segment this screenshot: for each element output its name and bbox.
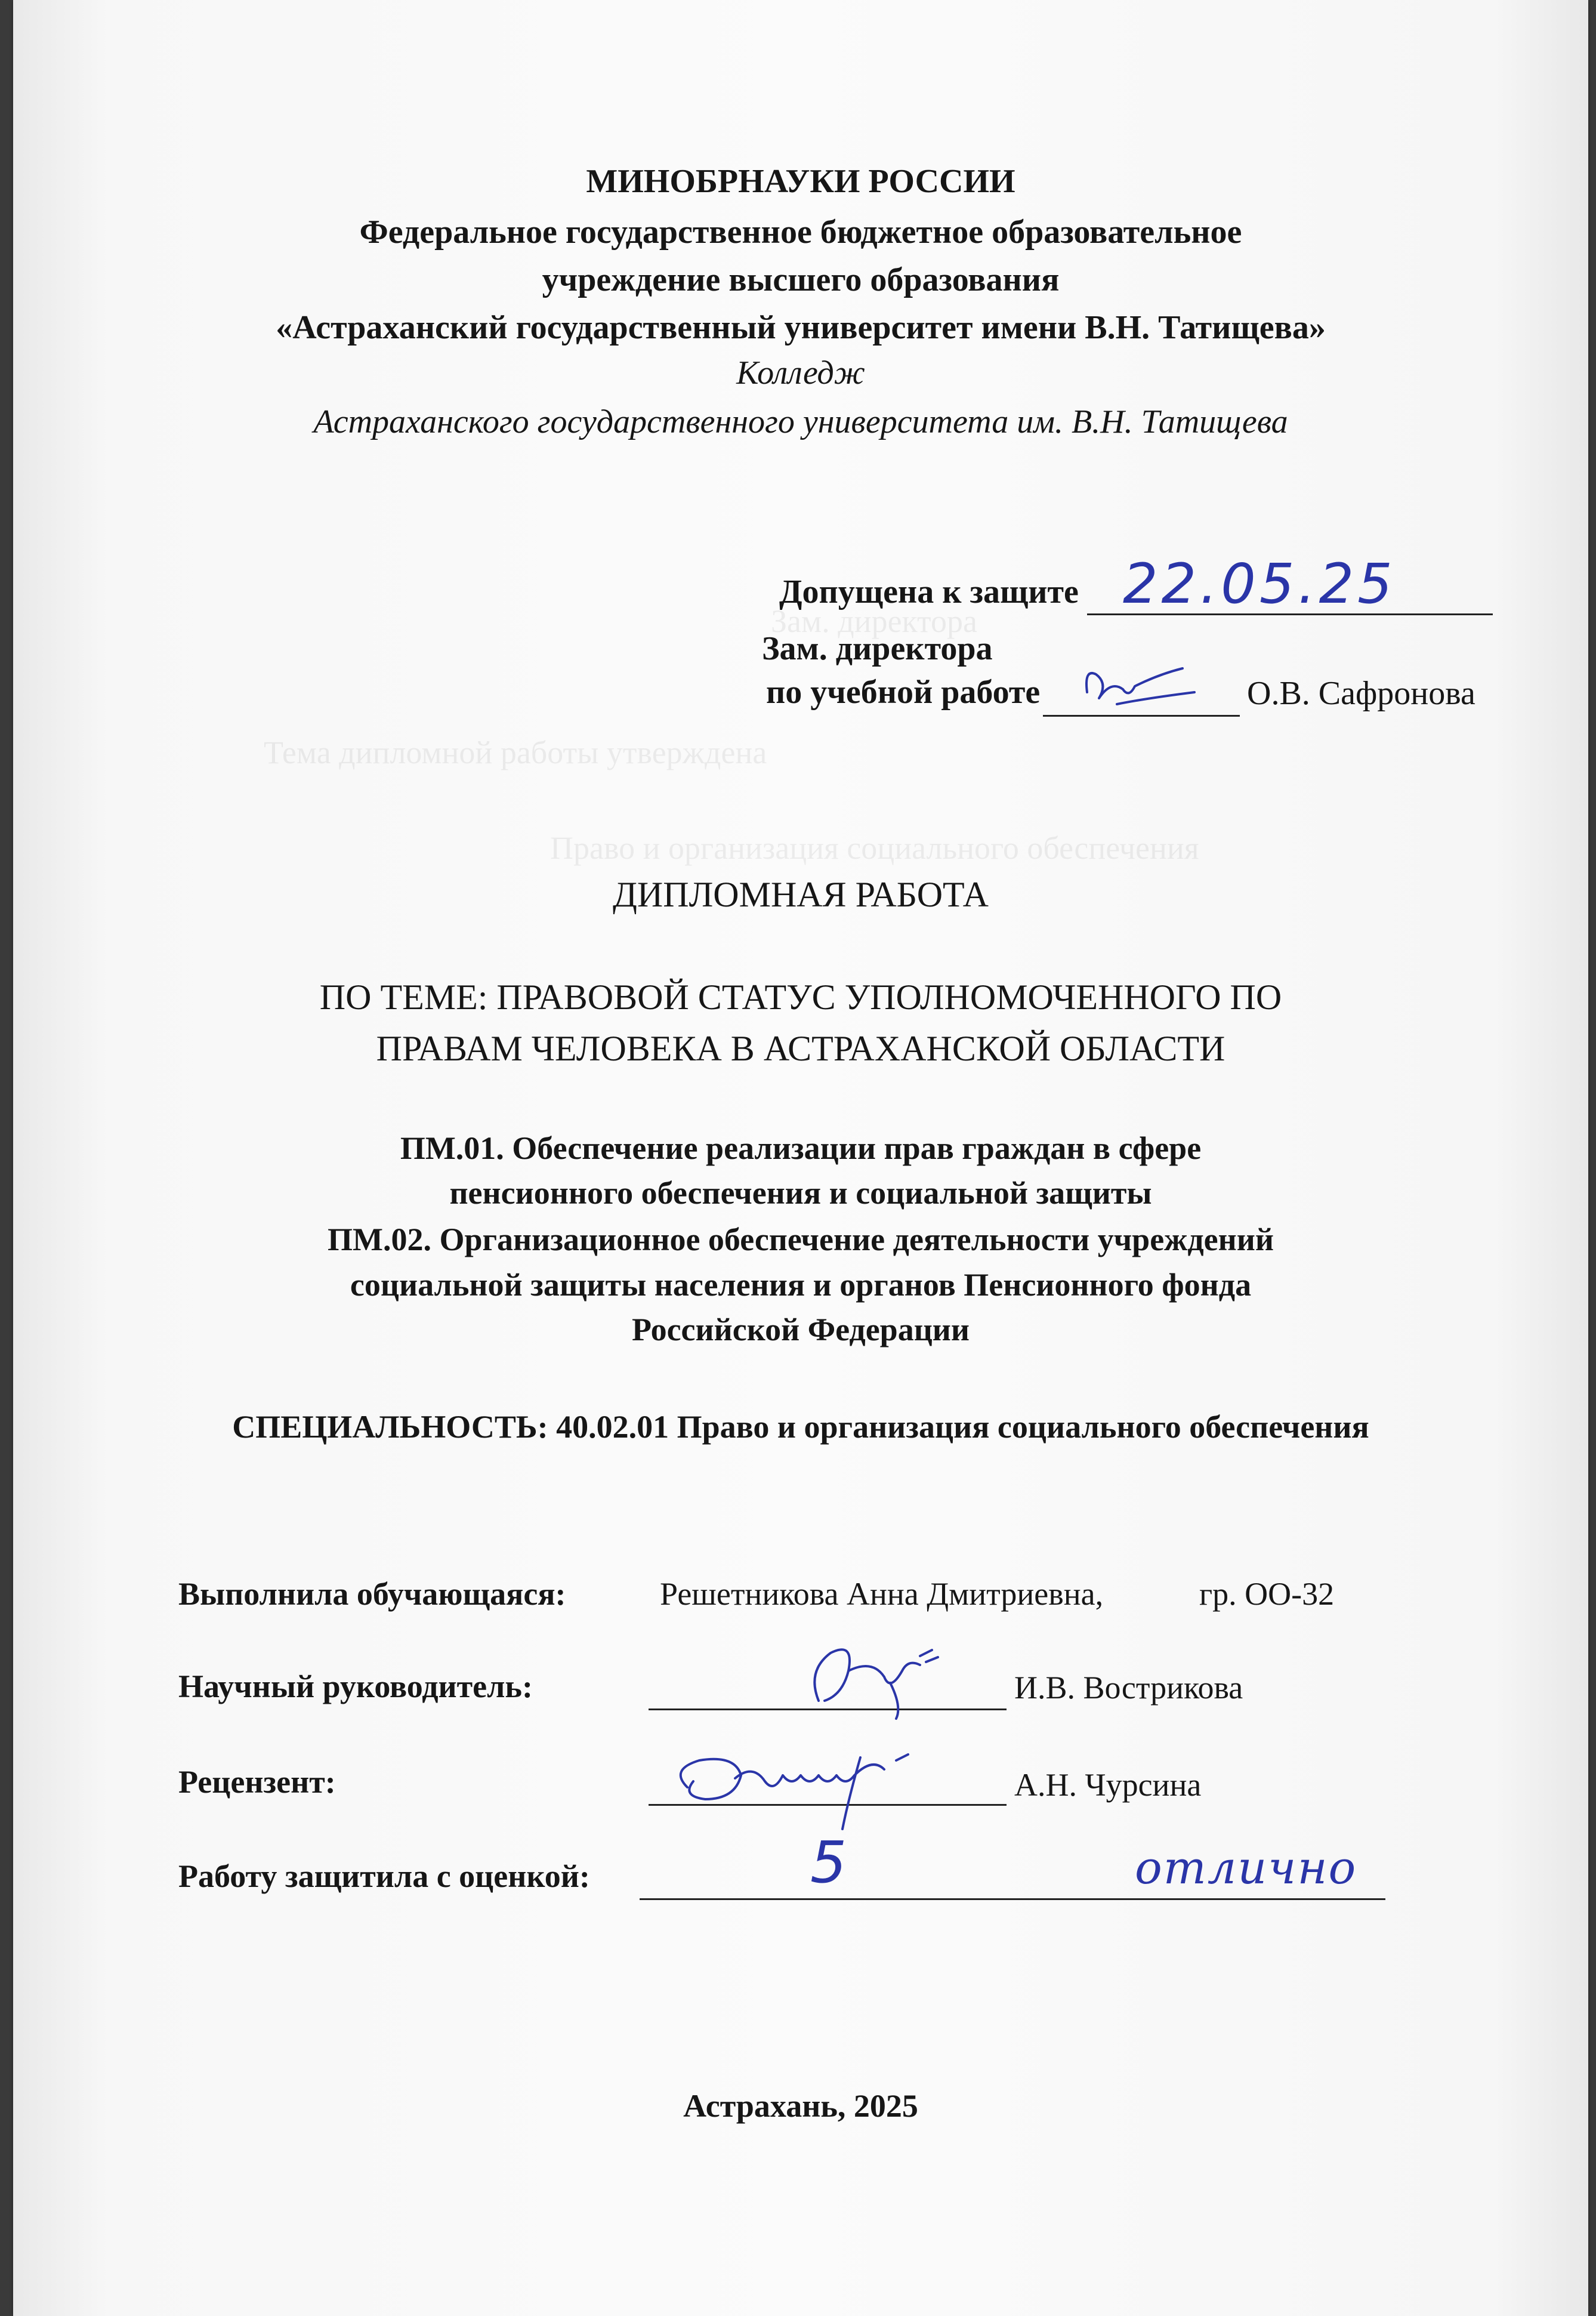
city-year: Астрахань, 2025 <box>683 2088 918 2124</box>
college-label: Колледж <box>736 354 865 391</box>
module-line-4: социальной защиты населения и органов Пенсионного фонда <box>350 1267 1252 1303</box>
deputy-director-label: Зам. директора <box>762 630 993 667</box>
grade-label: Работу защитила с оценкой: <box>178 1858 590 1894</box>
work-type-title: ДИПЛОМНАЯ РАБОТА <box>612 875 989 914</box>
specialty-line: СПЕЦИАЛЬНОСТЬ: 40.02.01 Право и организация социального обеспечения <box>232 1409 1369 1445</box>
organization-line-2: учреждение высшего образования <box>542 261 1060 298</box>
author-label: Выполнила обучающаяся: <box>178 1576 566 1612</box>
grade-value-handwritten: 5 <box>810 1829 847 1896</box>
university-name: «Астраханский государственный университет имени В.Н. Татищева» <box>276 309 1326 346</box>
bleed-through-text: Зам. директора <box>771 603 977 639</box>
admitted-to-defense-label: Допущена к защите <box>779 573 1079 610</box>
admitted-date-handwritten: 22.05.25 <box>1123 552 1396 616</box>
supervisor-signature <box>783 1635 962 1725</box>
document-page <box>13 0 1588 2316</box>
college-of-university: Астраханского государственного университета им. В.Н. Татищева <box>313 403 1288 440</box>
module-line-3: ПМ.02. Организационное обеспечение деятельности учреждений <box>328 1222 1274 1257</box>
deputy-signature <box>1075 656 1212 722</box>
topic-line-2: ПРАВАМ ЧЕЛОВЕКА В АСТРАХАНСКОЙ ОБЛАСТИ <box>376 1029 1225 1068</box>
author-name: Решетникова Анна Дмитриевна, <box>660 1576 1104 1612</box>
deputy-name: О.В. Сафронова <box>1247 675 1475 712</box>
module-line-5: Российской Федерации <box>631 1312 970 1347</box>
topic-line-1: ПО ТЕМЕ: ПРАВОВОЙ СТАТУС УПОЛНОМОЧЕННОГО ПО <box>319 977 1282 1017</box>
reviewer-signature <box>646 1734 944 1835</box>
grade-word-handwritten: отлично <box>1135 1841 1357 1894</box>
academic-affairs-label: по учебной работе <box>766 674 1041 711</box>
module-line-1: ПМ.01. Обеспечение реализации прав граждан в сфере <box>400 1130 1202 1166</box>
reviewer-name: А.Н. Чурсина <box>1014 1767 1202 1803</box>
author-group: гр. ОО-32 <box>1199 1576 1335 1612</box>
module-line-2: пенсионного обеспечения и социальной защиты <box>449 1175 1152 1211</box>
ministry-name: МИНОБРНАУКИ РОССИИ <box>586 163 1015 200</box>
bleed-through-text: Право и организация социального обеспечения <box>550 830 1199 866</box>
supervisor-name: И.В. Вострикова <box>1014 1670 1243 1706</box>
organization-line-1: Федеральное государственное бюджетное образовательное <box>359 214 1242 251</box>
reviewer-label: Рецензент: <box>178 1764 336 1800</box>
supervisor-label: Научный руководитель: <box>178 1669 533 1704</box>
bleed-through-text: Тема дипломной работы утверждена <box>264 735 767 770</box>
grade-value-line <box>640 1858 1123 1900</box>
